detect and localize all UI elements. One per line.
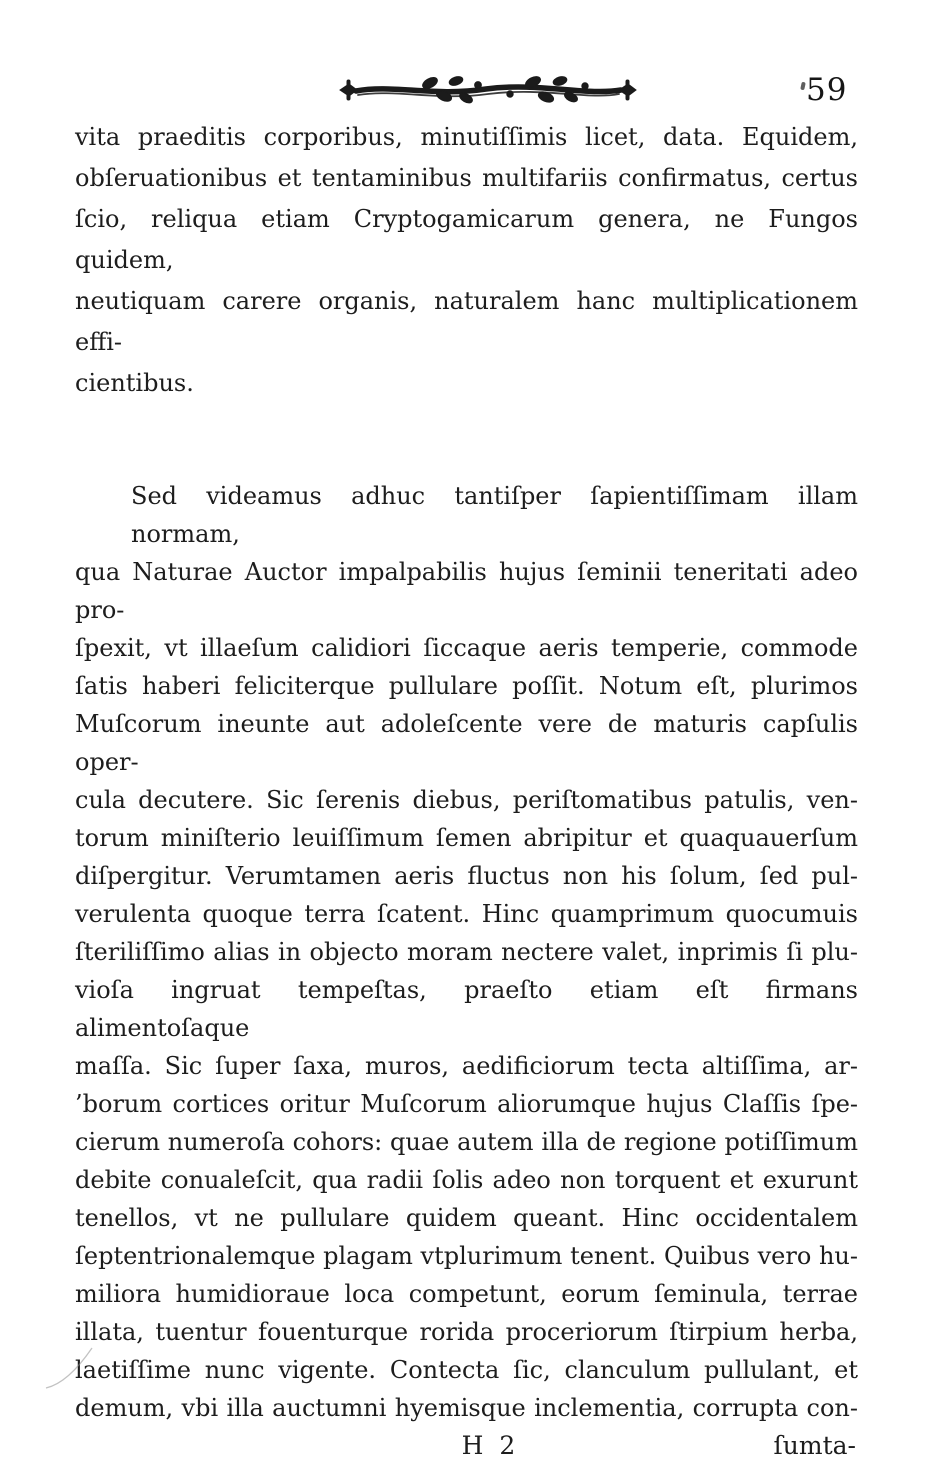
text-line: maſſa. Sic ſuper ſaxa, muros, aedificiorum tecta altiſſima, ar- (75, 1052, 858, 1080)
text-line: neutiquam carere organis, naturalem hanc multiplicationem effi- (75, 287, 858, 356)
text-line: Sed videamus adhuc tantiſper ſapientiſſimam illam normam, (131, 482, 858, 548)
text-line: ’borum cortices oritur Muſcorum aliorumque hujus Claſſis ſpe- (75, 1090, 858, 1118)
text-line: ſcio, reliqua etiam Cryptogamicarum genera, ne Fungos quidem, (75, 205, 858, 274)
catchword: ſumta- (773, 1431, 856, 1460)
text-line: debite conualeſcit, qua radii ſolis adeo non torquent et exurunt (75, 1166, 858, 1194)
text-line: ſeptentrionalemque plagam vtplurimum tenent. Quibus vero hu- (75, 1242, 858, 1270)
text-line: qua Naturae Auctor impalpabilis hujus ſeminii teneritati adeo pro- (75, 558, 858, 624)
text-line: obſeruationibus et tentaminibus multifariis confirmatus, certus (75, 164, 858, 192)
text-line: demum, vbi illa auctumni hyemisque inclementia, corrupta con- (75, 1394, 858, 1422)
text-line: torum miniſterio leuiſſimum ſemen abripitur et quaquauerſum (75, 824, 858, 852)
ink-speck (800, 82, 806, 91)
text-line: laetiſſime nunc vigente. Contecta ſic, clanculum pullulant, et (75, 1356, 858, 1384)
paragraph-main (75, 477, 858, 1427)
text-line: verulenta quoque terra ſcatent. Hinc quamprimum quocumuis (75, 900, 858, 928)
text-line: cierum numeroſa cohors: quae autem illa de regione potiſſimum (75, 1128, 858, 1156)
text-block (75, 117, 858, 1467)
floral-headpiece-ornament-icon (338, 72, 638, 108)
text-line: cientibus. (75, 369, 194, 397)
page-number: 59 (806, 72, 848, 108)
signature-mark: H 2 (461, 1431, 520, 1460)
text-line: illata, tuentur fouenturque rorida proceriorum ſtirpium herba, (75, 1318, 858, 1346)
text-line: ſatis haberi feliciterque pullulare poſſit. Notum eſt, plurimos (75, 672, 858, 700)
paragraph-continuation (75, 117, 858, 404)
text-line: vita praeditis corporibus, minutiſſimis licet, data. Equidem, (75, 123, 858, 151)
text-line: ſpexit, vt illaeſum calidiori ſiccaque aeris temperie, commode (75, 634, 858, 662)
text-line: vioſa ingruat tempeſtas, praeſto etiam eſt firmans alimentoſaque (75, 976, 858, 1042)
page-curl-mark (40, 1338, 110, 1394)
text-line: ſteriliſſimo alias in objecto moram nectere valet, inprimis ſi plu- (75, 938, 858, 966)
text-line: Muſcorum ineunte aut adoleſcente vere de maturis capſulis oper- (75, 710, 858, 776)
text-line: miliora humidioraue loca competunt, eorum ſeminula, terrae (75, 1280, 858, 1308)
text-line: diſpergitur. Verumtamen aeris fluctus non his ſolum, ſed pul- (75, 862, 858, 890)
text-line: cula decutere. Sic ſerenis diebus, periſtomatibus patulis, ven- (75, 786, 858, 814)
text-line: tenellos, vt ne pullulare quidem queant. Hinc occidentalem (75, 1204, 858, 1232)
page-footer (75, 1431, 858, 1467)
